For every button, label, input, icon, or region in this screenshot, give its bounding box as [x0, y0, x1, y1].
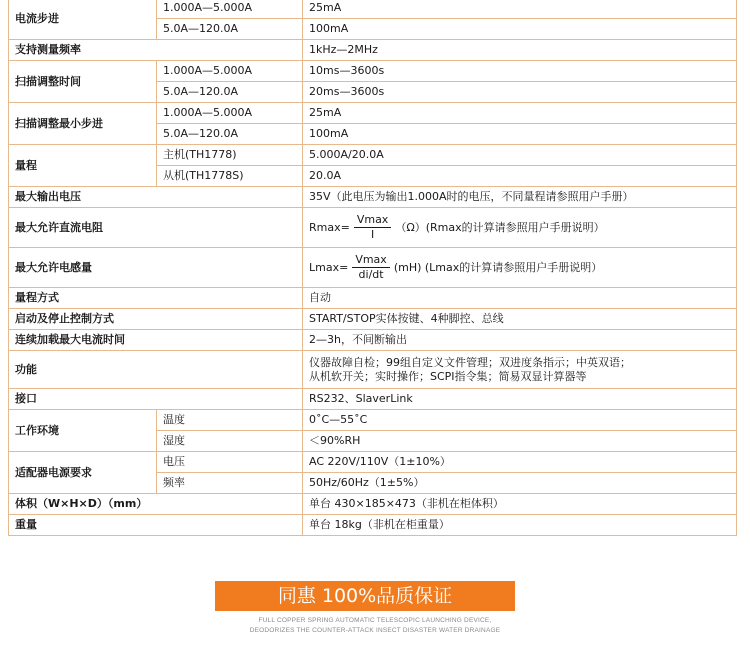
- inductance-formula: [309, 254, 602, 281]
- row-value: 单台 18kg（非机在柜重量）: [303, 515, 737, 536]
- function-line-2: 从机软开关；实时操作；SCPI指令集；简易双显计算器等: [309, 369, 587, 383]
- row-label: 量程: [9, 145, 157, 187]
- formula-cell: [303, 248, 737, 288]
- fraction: [354, 214, 392, 241]
- row-label: 最大允许直流电阻: [9, 208, 303, 248]
- row-value: ＜90%RH: [303, 431, 737, 452]
- row-value: RS232、SlaverLink: [303, 389, 737, 410]
- fraction-numerator: Vmax: [352, 254, 390, 268]
- row-value: 100mA: [303, 124, 737, 145]
- table-row: [9, 494, 737, 515]
- row-label: 体积（W×H×D）（mm）: [9, 494, 303, 515]
- table-row: [9, 351, 737, 389]
- row-label: 启动及停止控制方式: [9, 309, 303, 330]
- sub-label: 温度: [157, 410, 303, 431]
- row-label: 最大输出电压: [9, 187, 303, 208]
- row-value: 20.0A: [303, 166, 737, 187]
- formula-cell: [303, 208, 737, 248]
- sub-label: 1.000A—5.000A: [157, 103, 303, 124]
- row-value: 5.000A/20.0A: [303, 145, 737, 166]
- sub-label: 5.0A—120.0A: [157, 124, 303, 145]
- row-value: 10ms—3600s: [303, 61, 737, 82]
- row-value: AC 220V/110V（1±10%）: [303, 452, 737, 473]
- sub-label: 频率: [157, 473, 303, 494]
- row-value: 50Hz/60Hz（1±5%）: [303, 473, 737, 494]
- row-label: 连续加载最大电流时间: [9, 330, 303, 351]
- row-label: 扫描调整时间: [9, 61, 157, 103]
- row-label: 功能: [9, 351, 303, 389]
- row-label: 电流步进: [9, 0, 157, 40]
- row-label: 适配器电源要求: [9, 452, 157, 494]
- sub-label: 主机(TH1778): [157, 145, 303, 166]
- table-row: [9, 248, 737, 288]
- banner-subtitle-1: FULL COPPER SPRING AUTOMATIC TELESCOPIC LAUNCHING DEVICE,: [258, 617, 492, 624]
- row-label: 量程方式: [9, 288, 303, 309]
- sub-label: 1.000A—5.000A: [157, 61, 303, 82]
- table-row: [9, 187, 737, 208]
- sub-label: 湿度: [157, 431, 303, 452]
- row-label: 重量: [9, 515, 303, 536]
- sub-label: 1.000A—5.000A: [157, 0, 303, 19]
- table-row: [9, 389, 737, 410]
- row-value: 自动: [303, 288, 737, 309]
- resistance-formula: [309, 214, 605, 241]
- row-label: 扫描调整最小步进: [9, 103, 157, 145]
- fraction: [352, 254, 390, 281]
- row-label: 接口: [9, 389, 303, 410]
- spec-table: [8, 0, 737, 536]
- table-row: [9, 515, 737, 536]
- row-value: 单台 430×185×473（非机在柜体积）: [303, 494, 737, 515]
- table-row: [9, 208, 737, 248]
- row-label: 工作环境: [9, 410, 157, 452]
- row-value: 25mA: [303, 103, 737, 124]
- formula-suffix: （Ω）(Rmax的计算请参照用户手册说明）: [395, 220, 605, 234]
- table-row: [9, 61, 737, 82]
- fraction-denominator: di/dt: [358, 268, 384, 281]
- row-value: 25mA: [303, 0, 737, 19]
- sub-label: 电压: [157, 452, 303, 473]
- row-value: 100mA: [303, 19, 737, 40]
- row-label: 最大允许电感量: [9, 248, 303, 288]
- table-row: [9, 309, 737, 330]
- table-row: [9, 288, 737, 309]
- sub-label: 5.0A—120.0A: [157, 82, 303, 103]
- table-row: [9, 410, 737, 431]
- table-row: [9, 330, 737, 351]
- formula-suffix: (mH) (Lmax的计算请参照用户手册说明）: [393, 260, 603, 274]
- sub-label: 从机(TH1778S): [157, 166, 303, 187]
- row-value: 1kHz—2MHz: [303, 40, 737, 61]
- table-row: [9, 103, 737, 124]
- table-row: [9, 145, 737, 166]
- row-value: 20ms—3600s: [303, 82, 737, 103]
- row-value: 0˚C—55˚C: [303, 410, 737, 431]
- row-label: 支持测量频率: [9, 40, 303, 61]
- row-value: 2—3h，不间断输出: [303, 330, 737, 351]
- function-line-1: 仪器故障自检；99组自定义文件管理；双进度条指示；中英双语；: [309, 355, 631, 369]
- fraction-denominator: I: [370, 228, 375, 241]
- sub-label: 5.0A—120.0A: [157, 19, 303, 40]
- row-value: START/STOP实体按键、4种脚控、总线: [303, 309, 737, 330]
- banner-subtitle-2: DEODORIZES THE COUNTER-ATTACK INSECT DISASTER WATER DRAINAGE: [249, 627, 501, 634]
- table-row: [9, 0, 737, 19]
- formula-prefix: Rmax=: [309, 220, 350, 234]
- table-row: [9, 40, 737, 61]
- row-value: 35V（此电压为输出1.000A时的电压，不同量程请参照用户手册）: [303, 187, 737, 208]
- quality-banner: 同惠 100%品质保证: [215, 581, 515, 611]
- row-value: [303, 351, 737, 389]
- table-row: [9, 452, 737, 473]
- fraction-numerator: Vmax: [354, 214, 392, 228]
- formula-prefix: Lmax=: [309, 260, 349, 274]
